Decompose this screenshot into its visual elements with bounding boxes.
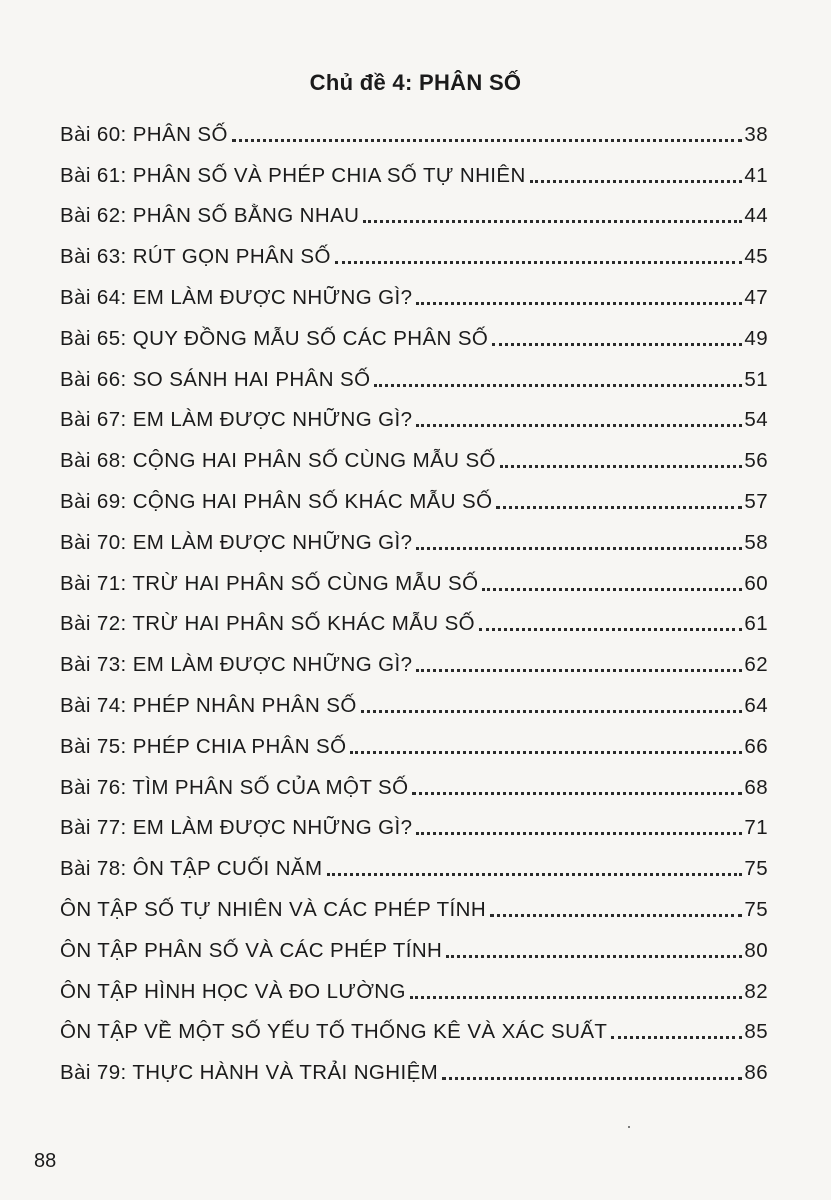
dot-leader [363,220,742,223]
toc-entry [60,1048,768,1089]
dot-leader [327,873,743,876]
toc-entry-page: 44 [744,204,768,228]
toc-entry [60,436,768,477]
toc-entry-title: Bài 73: EM LÀM ĐƯỢC NHỮNG GÌ? [60,653,413,677]
dot-leader [416,302,742,305]
toc-entry-title: Bài 67: EM LÀM ĐƯỢC NHỮNG GÌ? [60,408,413,432]
toc-entry [60,314,768,355]
toc-entry-title: Bài 64: EM LÀM ĐƯỢC NHỮNG GÌ? [60,285,413,309]
dot-leader [350,751,742,754]
dot-leader [361,710,743,713]
toc-entry [60,273,768,314]
toc-entry-page: 57 [744,489,768,513]
toc-entry-page: 60 [744,571,768,595]
toc-entry-title: Bài 70: EM LÀM ĐƯỢC NHỮNG GÌ? [60,530,413,554]
toc-entry-title: Bài 76: TÌM PHÂN SỐ CỦA MỘT SỐ [60,775,409,799]
toc-entry-page: 86 [744,1061,768,1085]
dot-leader [416,832,742,835]
toc-entry-title: Bài 65: QUY ĐỒNG MẪU SỐ CÁC PHÂN SỐ [60,326,489,350]
toc-entry-page: 45 [744,245,768,269]
toc-entry-title: Bài 77: EM LÀM ĐƯỢC NHỮNG GÌ? [60,816,413,840]
toc-entry [60,844,768,885]
toc-entry-title: Bài 62: PHÂN SỐ BẰNG NHAU [60,204,360,228]
toc-entry [60,355,768,396]
toc-entry-title: ÔN TẬP HÌNH HỌC VÀ ĐO LƯỜNG [60,979,406,1003]
dot-leader [335,261,743,264]
toc-entry-title: Bài 63: RÚT GỌN PHÂN SỐ [60,245,331,269]
dot-leader [490,914,742,917]
toc-entry-title: Bài 78: ÔN TẬP CUỐI NĂM [60,857,323,881]
toc-entry-page: 54 [744,408,768,432]
toc-entry [60,518,768,559]
toc-entry-page: 51 [744,367,768,391]
toc-entry-title: ÔN TẬP VỀ MỘT SỐ YẾU TỐ THỐNG KÊ VÀ XÁC SUẤT [60,1020,608,1044]
toc-entry-page: 80 [744,938,768,962]
toc-entry [60,477,768,518]
toc-entry-title: Bài 60: PHÂN SỐ [60,122,228,146]
dot-leader [416,669,742,672]
toc-entry-title: Bài 71: TRỪ HAI PHÂN SỐ CÙNG MẪU SỐ [60,571,479,595]
toc-entry [60,192,768,233]
print-speck [628,1126,630,1128]
toc-entry-title: Bài 79: THỰC HÀNH VÀ TRẢI NGHIỆM [60,1061,439,1085]
toc-entry [60,926,768,967]
dot-leader [442,1077,742,1080]
toc-entry-title: ÔN TẬP PHÂN SỐ VÀ CÁC PHÉP TÍNH [60,938,443,962]
dot-leader [412,792,742,795]
dot-leader [479,628,742,631]
toc-entry-page: 62 [744,653,768,677]
toc-entry-page: 64 [744,693,768,717]
toc-entry [60,885,768,926]
toc-entry [60,396,768,437]
toc-entry-page: 71 [744,816,768,840]
toc-entry-title: Bài 72: TRỪ HAI PHÂN SỐ KHÁC MẪU SỐ [60,612,476,636]
toc-entry-page: 68 [744,775,768,799]
toc-entry [60,151,768,192]
toc-entry [60,967,768,1008]
toc-entry-title: Bài 61: PHÂN SỐ VÀ PHÉP CHIA SỐ TỰ NHIÊN [60,163,526,187]
dot-leader [496,506,742,509]
toc-entry-page: 61 [744,612,768,636]
dot-leader [416,424,742,427]
dot-leader [232,139,743,142]
toc-entry-page: 41 [744,163,768,187]
toc-entry-title: Bài 68: CỘNG HAI PHÂN SỐ CÙNG MẪU SỐ [60,449,496,473]
toc-entry-page: 58 [744,530,768,554]
dot-leader [416,547,742,550]
toc-entry [60,804,768,845]
dot-leader [611,1036,742,1039]
toc-entry-page: 75 [744,857,768,881]
toc-entry-title: Bài 69: CỘNG HAI PHÂN SỐ KHÁC MẪU SỐ [60,489,493,513]
toc-entry [60,1008,768,1049]
toc-entry [60,110,768,151]
toc-entry-page: 49 [744,326,768,350]
toc-entry [60,722,768,763]
table-of-contents [60,110,768,1089]
toc-entry [60,640,768,681]
toc-entry-page: 66 [744,734,768,758]
toc-entry-page: 38 [744,122,768,146]
toc-entry [60,600,768,641]
toc-entry-page: 56 [744,449,768,473]
dot-leader [492,343,742,346]
toc-entry-page: 47 [744,285,768,309]
toc-entry [60,232,768,273]
dot-leader [374,384,742,387]
dot-leader [482,588,742,591]
toc-entry-page: 85 [744,1020,768,1044]
toc-entry-title: Bài 74: PHÉP NHÂN PHÂN SỐ [60,693,357,717]
toc-entry [60,681,768,722]
toc-entry [60,559,768,600]
page-number: 88 [34,1150,57,1172]
toc-entry [60,763,768,804]
chapter-title: Chủ đề 4: PHÂN SỐ [309,70,522,95]
toc-entry-page: 75 [744,897,768,921]
dot-leader [530,180,743,183]
toc-entry-title: Bài 66: SO SÁNH HAI PHÂN SỐ [60,367,371,391]
dot-leader [410,996,743,999]
dot-leader [500,465,743,468]
toc-entry-page: 82 [744,979,768,1003]
dot-leader [446,955,742,958]
toc-entry-title: Bài 75: PHÉP CHIA PHÂN SỐ [60,734,347,758]
toc-entry-title: ÔN TẬP SỐ TỰ NHIÊN VÀ CÁC PHÉP TÍNH [60,897,487,921]
